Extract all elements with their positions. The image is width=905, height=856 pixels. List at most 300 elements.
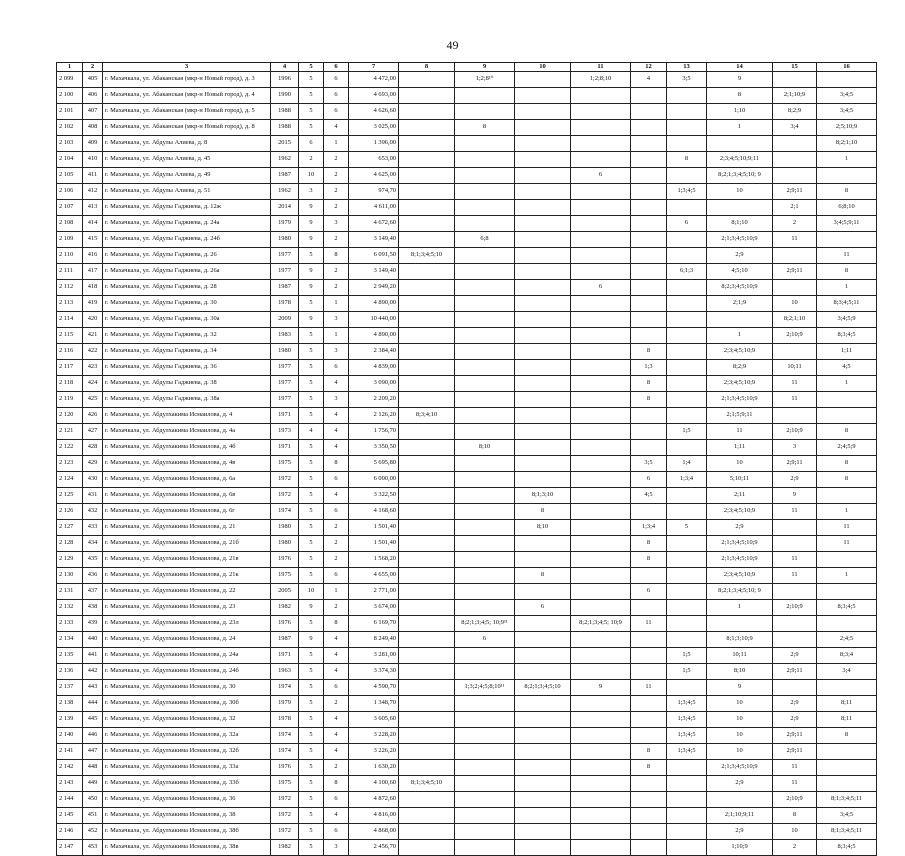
table-row <box>57 312 877 328</box>
table-cell-col-5: 5 <box>299 536 324 552</box>
table-cell-col-1: 2 146 <box>57 824 83 840</box>
table-cell-col-16: 8;3;4;5 <box>817 600 877 616</box>
table-cell-col-2: 428 <box>83 440 103 456</box>
table-cell-col-4: 2014 <box>271 200 299 216</box>
table-cell-col-16 <box>817 408 877 424</box>
table-cell-col-14: 1;10 <box>707 104 773 120</box>
table-cell-col-1: 2 124 <box>57 472 83 488</box>
table-row <box>57 552 877 568</box>
table-cell-col-13 <box>667 312 707 328</box>
column-header: 11 <box>571 63 631 72</box>
table-cell-col-3: г. Махачкала, ул. Абдулхакима Исмаилова, д. 6г <box>103 504 271 520</box>
table-cell-col-6: 3 <box>324 216 349 232</box>
table-cell-col-4: 2015 <box>271 136 299 152</box>
table-cell-col-9 <box>455 808 515 824</box>
table-cell-col-4: 1978 <box>271 296 299 312</box>
table-cell-col-8 <box>399 584 455 600</box>
table-cell-col-4: 1973 <box>271 424 299 440</box>
table-cell-col-4: 2009 <box>271 312 299 328</box>
table-cell-col-11 <box>571 600 631 616</box>
table-cell-col-3: г. Махачкала, ул. Абдулхакима Исмаилова, д. 24б <box>103 664 271 680</box>
column-header: 1 <box>57 63 83 72</box>
header-row <box>57 63 877 72</box>
table-cell-col-12: 8 <box>631 744 667 760</box>
table-cell-col-16: 8 <box>817 728 877 744</box>
table-cell-col-8 <box>399 72 455 88</box>
table-cell-col-3: г. Махачкала, ул. Абдулхакима Исмаилова, д. 32б <box>103 744 271 760</box>
table-cell-col-5: 5 <box>299 792 324 808</box>
table-cell-col-14: 10 <box>707 456 773 472</box>
table-cell-col-14 <box>707 200 773 216</box>
table-cell-col-14 <box>707 312 773 328</box>
table-cell-col-16: 8;2;1;10 <box>817 136 877 152</box>
table-cell-col-15 <box>773 136 817 152</box>
table-row <box>57 232 877 248</box>
table-cell-col-7: 2 771,00 <box>349 584 399 600</box>
table-cell-col-16 <box>817 776 877 792</box>
table-cell-col-1: 2 107 <box>57 200 83 216</box>
table-cell-col-4: 1987 <box>271 632 299 648</box>
table-cell-col-10 <box>515 472 571 488</box>
table-cell-col-9 <box>455 312 515 328</box>
table-cell-col-2: 407 <box>83 104 103 120</box>
table-cell-col-4: 1963 <box>271 664 299 680</box>
table-cell-col-9 <box>455 648 515 664</box>
table-cell-col-2: 448 <box>83 760 103 776</box>
table-cell-col-16: 3;4;5;9 <box>817 312 877 328</box>
table-cell-col-5: 5 <box>299 120 324 136</box>
table-cell-col-11 <box>571 568 631 584</box>
table-cell-col-13 <box>667 360 707 376</box>
table-row <box>57 568 877 584</box>
table-cell-col-3: г. Махачкала, ул. Абаканская (мкр-н Новый город), д. 3 <box>103 72 271 88</box>
table-cell-col-9 <box>455 248 515 264</box>
table-cell-col-14: 5;10;11 <box>707 472 773 488</box>
table-cell-col-11 <box>571 296 631 312</box>
table-cell-col-1: 2 145 <box>57 808 83 824</box>
table-cell-col-4: 1979 <box>271 696 299 712</box>
table-cell-col-15: 2;9;11 <box>773 728 817 744</box>
table-cell-col-2: 421 <box>83 328 103 344</box>
table-cell-col-4: 1974 <box>271 680 299 696</box>
table-cell-col-10 <box>515 408 571 424</box>
table-cell-col-1: 2 135 <box>57 648 83 664</box>
table-cell-col-10: 8;10 <box>515 520 571 536</box>
table-cell-col-14: 1;10;9 <box>707 840 773 856</box>
table-cell-col-9 <box>455 264 515 280</box>
table-cell-col-4: 1983 <box>271 328 299 344</box>
table-row <box>57 472 877 488</box>
table-cell-col-6: 4 <box>324 728 349 744</box>
table-cell-col-15 <box>773 72 817 88</box>
table-cell-col-15 <box>773 680 817 696</box>
table-cell-col-15 <box>773 584 817 600</box>
table-cell-col-2: 429 <box>83 456 103 472</box>
table-cell-col-7: 4 168,60 <box>349 504 399 520</box>
table-cell-col-11 <box>571 88 631 104</box>
table-cell-col-12: 6 <box>631 472 667 488</box>
table-cell-col-7: 6 169,70 <box>349 616 399 632</box>
table-cell-col-8 <box>399 808 455 824</box>
table-cell-col-7: 3 281,00 <box>349 648 399 664</box>
table-cell-col-13: 1;3;4;5 <box>667 712 707 728</box>
table-cell-col-5: 5 <box>299 504 324 520</box>
table-cell-col-10 <box>515 280 571 296</box>
table-cell-col-6: 1 <box>324 584 349 600</box>
table-cell-col-10 <box>515 536 571 552</box>
table-cell-col-9 <box>455 696 515 712</box>
table-cell-col-10 <box>515 552 571 568</box>
table-cell-col-16: 1 <box>817 568 877 584</box>
table-cell-col-13: 1;5 <box>667 424 707 440</box>
table-cell-col-12 <box>631 792 667 808</box>
table-cell-col-4: 1976 <box>271 760 299 776</box>
table-cell-col-2: 453 <box>83 840 103 856</box>
table-cell-col-13 <box>667 616 707 632</box>
table-cell-col-3: г. Махачкала, ул. Абдулы Гаджиева, д. 28 <box>103 280 271 296</box>
table-cell-col-12: 8 <box>631 392 667 408</box>
table-cell-col-5: 5 <box>299 728 324 744</box>
table-cell-col-10: 8;2;1;3;4;5;10 <box>515 680 571 696</box>
table-cell-col-13 <box>667 568 707 584</box>
table-cell-col-12 <box>631 248 667 264</box>
column-header: 10 <box>515 63 571 72</box>
table-cell-col-11 <box>571 408 631 424</box>
table-cell-col-13: 1;4 <box>667 456 707 472</box>
table-cell-col-9 <box>455 792 515 808</box>
table-cell-col-1: 2 127 <box>57 520 83 536</box>
table-cell-col-4: 1980 <box>271 520 299 536</box>
table-cell-col-5: 5 <box>299 360 324 376</box>
table-cell-col-3: г. Махачкала, ул. Абдулхакима Исмаилова, д. 23 <box>103 600 271 616</box>
table-cell-col-3: г. Махачкала, ул. Абдулхакима Исмаилова, д. 6а <box>103 472 271 488</box>
table-cell-col-12: 11 <box>631 616 667 632</box>
table-cell-col-9 <box>455 584 515 600</box>
table-cell-col-13: 1;3;4 <box>667 472 707 488</box>
table-cell-col-16: 8;1;3;4;5;11 <box>817 792 877 808</box>
table-cell-col-2: 406 <box>83 88 103 104</box>
column-header: 15 <box>773 63 817 72</box>
table-row <box>57 184 877 200</box>
table-cell-col-2: 418 <box>83 280 103 296</box>
table-cell-col-8 <box>399 728 455 744</box>
table-cell-col-8 <box>399 104 455 120</box>
table-cell-col-3: г. Махачкала, ул. Абдулы Гаджиева, д. 24б <box>103 232 271 248</box>
table-cell-col-13 <box>667 760 707 776</box>
table-cell-col-9: 8 <box>455 120 515 136</box>
table-cell-col-8 <box>399 168 455 184</box>
table-cell-col-2: 420 <box>83 312 103 328</box>
table-cell-col-14: 2;9 <box>707 824 773 840</box>
table-cell-col-9 <box>455 488 515 504</box>
table-cell-col-16: 8 <box>817 472 877 488</box>
table-cell-col-6: 4 <box>324 664 349 680</box>
table-cell-col-12 <box>631 568 667 584</box>
table-row <box>57 808 877 824</box>
table-cell-col-15: 2;1 <box>773 200 817 216</box>
table-cell-col-1: 2 128 <box>57 536 83 552</box>
table-body <box>57 72 877 856</box>
table-cell-col-16 <box>817 552 877 568</box>
table-row <box>57 616 877 632</box>
table-row <box>57 760 877 776</box>
table-cell-col-10 <box>515 200 571 216</box>
table-cell-col-6: 2 <box>324 264 349 280</box>
table-cell-col-10 <box>515 440 571 456</box>
table-cell-col-15: 3;4 <box>773 120 817 136</box>
table-cell-col-5: 5 <box>299 840 324 856</box>
table-cell-col-3: г. Махачкала, ул. Абдулы Гаджиева, д. 26а <box>103 264 271 280</box>
table-cell-col-5: 5 <box>299 344 324 360</box>
table-cell-col-16 <box>817 680 877 696</box>
table-cell-col-3: г. Махачкала, ул. Абдулхакима Исмаилова, д. 24а <box>103 648 271 664</box>
table-cell-col-15: 8 <box>773 808 817 824</box>
table-cell-col-3: г. Махачкала, ул. Абдулы Гаджиева, д. 36 <box>103 360 271 376</box>
table-cell-col-10 <box>515 456 571 472</box>
table-cell-col-1: 2 121 <box>57 424 83 440</box>
table-cell-col-9 <box>455 552 515 568</box>
table-cell-col-12 <box>631 824 667 840</box>
table-cell-col-6: 4 <box>324 120 349 136</box>
table-cell-col-5: 5 <box>299 328 324 344</box>
table-cell-col-6: 4 <box>324 488 349 504</box>
column-header: 7 <box>349 63 399 72</box>
table-cell-col-9 <box>455 424 515 440</box>
table-cell-col-13 <box>667 808 707 824</box>
table-cell-col-8 <box>399 616 455 632</box>
table-cell-col-7: 4 100,60 <box>349 776 399 792</box>
table-cell-col-8 <box>399 136 455 152</box>
table-cell-col-5: 5 <box>299 376 324 392</box>
table-cell-col-11 <box>571 152 631 168</box>
table-cell-col-10 <box>515 696 571 712</box>
table-cell-col-5: 5 <box>299 744 324 760</box>
table-cell-col-14: 2;1;3;4;5;10;9 <box>707 552 773 568</box>
table-cell-col-5: 5 <box>299 488 324 504</box>
table-cell-col-9 <box>455 504 515 520</box>
table-cell-col-12 <box>631 600 667 616</box>
table-cell-col-1: 2 122 <box>57 440 83 456</box>
table-cell-col-5: 2 <box>299 152 324 168</box>
table-cell-col-5: 5 <box>299 808 324 824</box>
table-cell-col-14: 2;3;4;5;10;9 <box>707 504 773 520</box>
table-cell-col-4: 1977 <box>271 392 299 408</box>
table-cell-col-3: г. Махачкала, ул. Абдулхакима Исмаилова, д. 21к <box>103 568 271 584</box>
table-cell-col-2: 437 <box>83 584 103 600</box>
table-cell-col-10 <box>515 424 571 440</box>
table-cell-col-7: 2 949,20 <box>349 280 399 296</box>
table-cell-col-5: 5 <box>299 552 324 568</box>
table-cell-col-13: 6 <box>667 216 707 232</box>
table-cell-col-15: 2 <box>773 840 817 856</box>
table-cell-col-14: 2;1;9 <box>707 296 773 312</box>
table-cell-col-2: 424 <box>83 376 103 392</box>
table-cell-col-14 <box>707 136 773 152</box>
table-cell-col-3: г. Махачкала, ул. Абаканская (мкр-н Новый город), д. 5 <box>103 104 271 120</box>
table-cell-col-5: 5 <box>299 824 324 840</box>
table-cell-col-16: 1 <box>817 152 877 168</box>
table-cell-col-12: 11 <box>631 680 667 696</box>
table-cell-col-8 <box>399 456 455 472</box>
table-cell-col-13 <box>667 136 707 152</box>
table-cell-col-11 <box>571 536 631 552</box>
table-cell-col-6: 2 <box>324 760 349 776</box>
table-cell-col-10 <box>515 344 571 360</box>
table-cell-col-6: 8 <box>324 616 349 632</box>
table-cell-col-7: 6 091,50 <box>349 248 399 264</box>
table-cell-col-3: г. Махачкала, ул. Абдулхакима Исмаилова, д. 38 <box>103 808 271 824</box>
table-cell-col-13 <box>667 344 707 360</box>
table-cell-col-14: 10 <box>707 712 773 728</box>
table-cell-col-2: 430 <box>83 472 103 488</box>
table-cell-col-4: 1974 <box>271 744 299 760</box>
table-cell-col-16: 8 <box>817 424 877 440</box>
table-cell-col-10 <box>515 296 571 312</box>
table-cell-col-16: 1;11 <box>817 344 877 360</box>
table-cell-col-13 <box>667 440 707 456</box>
table-cell-col-2: 451 <box>83 808 103 824</box>
table-cell-col-6: 6 <box>324 472 349 488</box>
table-cell-col-7: 3 149,40 <box>349 264 399 280</box>
table-cell-col-15: 2;9;11 <box>773 744 817 760</box>
table-cell-col-16: 1 <box>817 504 877 520</box>
table-cell-col-5: 5 <box>299 408 324 424</box>
table-cell-col-15: 11 <box>773 232 817 248</box>
table-cell-col-2: 422 <box>83 344 103 360</box>
table-cell-col-8 <box>399 200 455 216</box>
table-cell-col-10 <box>515 88 571 104</box>
table-cell-col-11 <box>571 312 631 328</box>
table-cell-col-11 <box>571 744 631 760</box>
table-cell-col-15 <box>773 520 817 536</box>
table-cell-col-7: 4 693,00 <box>349 88 399 104</box>
register-table <box>56 62 877 856</box>
table-cell-col-16: 4;5 <box>817 360 877 376</box>
table-cell-col-10 <box>515 232 571 248</box>
table-cell-col-1: 2 142 <box>57 760 83 776</box>
table-cell-col-2: 436 <box>83 568 103 584</box>
table-cell-col-4: 1980 <box>271 344 299 360</box>
table-cell-col-15: 11 <box>773 776 817 792</box>
table-cell-col-12 <box>631 776 667 792</box>
table-cell-col-16: 8 <box>817 184 877 200</box>
table-cell-col-10 <box>515 312 571 328</box>
table-cell-col-15: 2;9 <box>773 712 817 728</box>
table-cell-col-12 <box>631 424 667 440</box>
table-cell-col-12 <box>631 232 667 248</box>
table-cell-col-5: 5 <box>299 392 324 408</box>
table-cell-col-2: 413 <box>83 200 103 216</box>
table-cell-col-13 <box>667 376 707 392</box>
table-cell-col-7: 3 350,50 <box>349 440 399 456</box>
table-row <box>57 152 877 168</box>
table-cell-col-4: 1975 <box>271 456 299 472</box>
table-cell-col-14: 2;9 <box>707 248 773 264</box>
table-cell-col-2: 432 <box>83 504 103 520</box>
table-cell-col-1: 2 123 <box>57 456 83 472</box>
table-cell-col-8 <box>399 600 455 616</box>
table-cell-col-3: г. Махачкала, ул. Абдулхакима Исмаилова, д. 6в <box>103 488 271 504</box>
table-cell-col-2: 435 <box>83 552 103 568</box>
table-cell-col-2: 425 <box>83 392 103 408</box>
table-cell-col-3: г. Махачкала, ул. Абдулхакима Исмаилова, д. 4 <box>103 408 271 424</box>
table-cell-col-9: 6 <box>455 632 515 648</box>
column-header: 9 <box>455 63 515 72</box>
table-cell-col-6: 4 <box>324 648 349 664</box>
table-cell-col-4: 1977 <box>271 248 299 264</box>
table-cell-col-8 <box>399 376 455 392</box>
table-cell-col-5: 10 <box>299 584 324 600</box>
table-cell-col-7: 2 126,20 <box>349 408 399 424</box>
table-cell-col-6: 2 <box>324 536 349 552</box>
table-cell-col-4: 1990 <box>271 88 299 104</box>
table-cell-col-5: 5 <box>299 456 324 472</box>
table-cell-col-6: 1 <box>324 136 349 152</box>
table-cell-col-6: 1 <box>324 328 349 344</box>
table-cell-col-13 <box>667 200 707 216</box>
table-cell-col-2: 412 <box>83 184 103 200</box>
table-cell-col-16: 1 <box>817 376 877 392</box>
table-cell-col-2: 417 <box>83 264 103 280</box>
table-cell-col-12 <box>631 200 667 216</box>
table-cell-col-8 <box>399 744 455 760</box>
table-cell-col-7: 2 384,40 <box>349 344 399 360</box>
table-cell-col-5: 5 <box>299 104 324 120</box>
table-cell-col-14: 2;3;4;5;10;9 <box>707 568 773 584</box>
table-cell-col-1: 2 143 <box>57 776 83 792</box>
table-row <box>57 168 877 184</box>
table-cell-col-7: 4 672,60 <box>349 216 399 232</box>
table-cell-col-15: 11 <box>773 504 817 520</box>
table-cell-col-13 <box>667 248 707 264</box>
table-cell-col-16: 8;1;3;4;5;11 <box>817 824 877 840</box>
table-cell-col-3: г. Махачкала, ул. Абдулхакима Исмаилова, д. 4б <box>103 440 271 456</box>
table-cell-col-1: 2 114 <box>57 312 83 328</box>
table-row <box>57 776 877 792</box>
table-cell-col-2: 411 <box>83 168 103 184</box>
table-cell-col-5: 10 <box>299 168 324 184</box>
table-cell-col-7: 4 472,00 <box>349 72 399 88</box>
table-cell-col-4: 1974 <box>271 728 299 744</box>
table-cell-col-15 <box>773 248 817 264</box>
table-cell-col-14: 2;1;3;4;5;10;9 <box>707 536 773 552</box>
table-cell-col-1: 2 134 <box>57 632 83 648</box>
table-cell-col-4: 2005 <box>271 584 299 600</box>
table-cell-col-11 <box>571 792 631 808</box>
table-cell-col-10 <box>515 744 571 760</box>
table-cell-col-1: 2 099 <box>57 72 83 88</box>
table-cell-col-14: 9 <box>707 72 773 88</box>
table-cell-col-16: 2;5;10;9 <box>817 120 877 136</box>
table-cell-col-9: 1;2;8¹⁰ <box>455 72 515 88</box>
table-cell-col-8 <box>399 520 455 536</box>
table-cell-col-4: 1976 <box>271 616 299 632</box>
table-cell-col-16: 1 <box>817 280 877 296</box>
table-cell-col-2: 434 <box>83 536 103 552</box>
table-cell-col-14: 2;3;4;5;10;9 <box>707 344 773 360</box>
table-cell-col-4: 1977 <box>271 264 299 280</box>
table-row <box>57 376 877 392</box>
table-cell-col-8 <box>399 824 455 840</box>
table-cell-col-8 <box>399 296 455 312</box>
table-cell-col-9 <box>455 376 515 392</box>
table-cell-col-16 <box>817 392 877 408</box>
table-cell-col-9 <box>455 744 515 760</box>
table-cell-col-13 <box>667 392 707 408</box>
table-row <box>57 216 877 232</box>
table-cell-col-12: 3;5 <box>631 456 667 472</box>
table-cell-col-13: 8 <box>667 152 707 168</box>
